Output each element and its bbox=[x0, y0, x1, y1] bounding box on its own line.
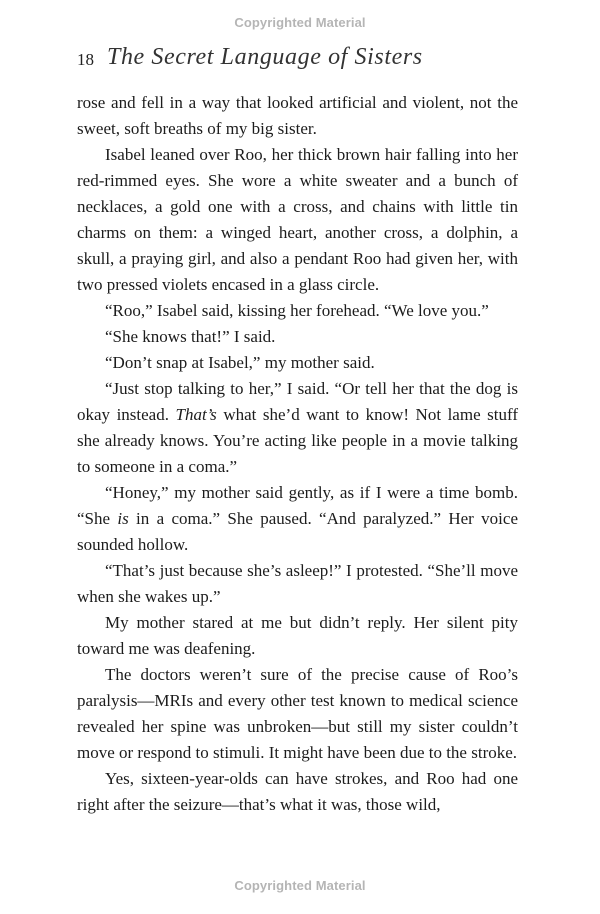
paragraph bbox=[77, 376, 518, 480]
running-title: The Secret Language of Sisters bbox=[107, 44, 423, 70]
paragraph bbox=[77, 480, 518, 558]
copyright-watermark-top: Copyrighted Material bbox=[234, 15, 366, 30]
page-header bbox=[77, 44, 527, 78]
text-run: in a coma.” She paused. “And paralyzed.” Her voice sounded hollow. bbox=[77, 509, 518, 554]
text-run: Yes, sixteen-year-olds can have strokes, and Roo had one right after the seizure—that’s what it was, those wild, bbox=[77, 769, 518, 814]
paragraph bbox=[77, 298, 518, 324]
paragraph bbox=[77, 350, 518, 376]
paragraph bbox=[77, 142, 518, 298]
paragraph bbox=[77, 90, 518, 142]
emphasis-text: is bbox=[117, 509, 129, 528]
text-run: My mother stared at me but didn’t reply. Her silent pity toward me was deafening. bbox=[77, 613, 518, 658]
copyright-watermark-bottom: Copyrighted Material bbox=[234, 878, 366, 893]
paragraph bbox=[77, 558, 518, 610]
text-run: “Honey,” my mother said gently, as if I were a time bomb. “She bbox=[77, 483, 518, 528]
paragraph bbox=[77, 324, 518, 350]
text-run: “She knows that!” I said. bbox=[105, 327, 276, 346]
page-number: 18 bbox=[77, 50, 94, 69]
text-run: The doctors weren’t sure of the precise cause of Roo’s paralysis—MRIs and every other test known to medical science revealed her spine was unbroken—but still my sister couldn’t move or respond to stimuli. It might have been due to the stroke. bbox=[77, 665, 518, 762]
text-run: “Just stop talking to her,” I said. “Or tell her that the dog is okay instead. bbox=[77, 379, 518, 424]
paragraph bbox=[77, 610, 518, 662]
emphasis-text: That’s bbox=[175, 405, 217, 424]
paragraph bbox=[77, 766, 518, 818]
text-run: “Don’t snap at Isabel,” my mother said. bbox=[105, 353, 375, 372]
text-run: rose and fell in a way that looked artificial and violent, not the sweet, soft breaths of my big sister. bbox=[77, 93, 518, 138]
text-run: Isabel leaned over Roo, her thick brown hair falling into her red-rimmed eyes. She wore a white sweater and a bunch of necklaces, a gold one with a cross, and chains with little tin charms on them: a winged heart, another cross, a dolphin, a skull, a praying girl, and also a pendant Roo had given her, with two pressed violets encased in a glass circle. bbox=[77, 145, 518, 294]
text-run: “That’s just because she’s asleep!” I protested. “She’ll move when she wakes up.” bbox=[77, 561, 518, 606]
body-text bbox=[77, 90, 518, 818]
paragraph bbox=[77, 662, 518, 766]
text-run: what she’d want to know! Not lame stuff she already knows. You’re acting like people in a movie talking to someone in a coma.” bbox=[77, 405, 518, 476]
text-run: “Roo,” Isabel said, kissing her forehead. “We love you.” bbox=[105, 301, 489, 320]
